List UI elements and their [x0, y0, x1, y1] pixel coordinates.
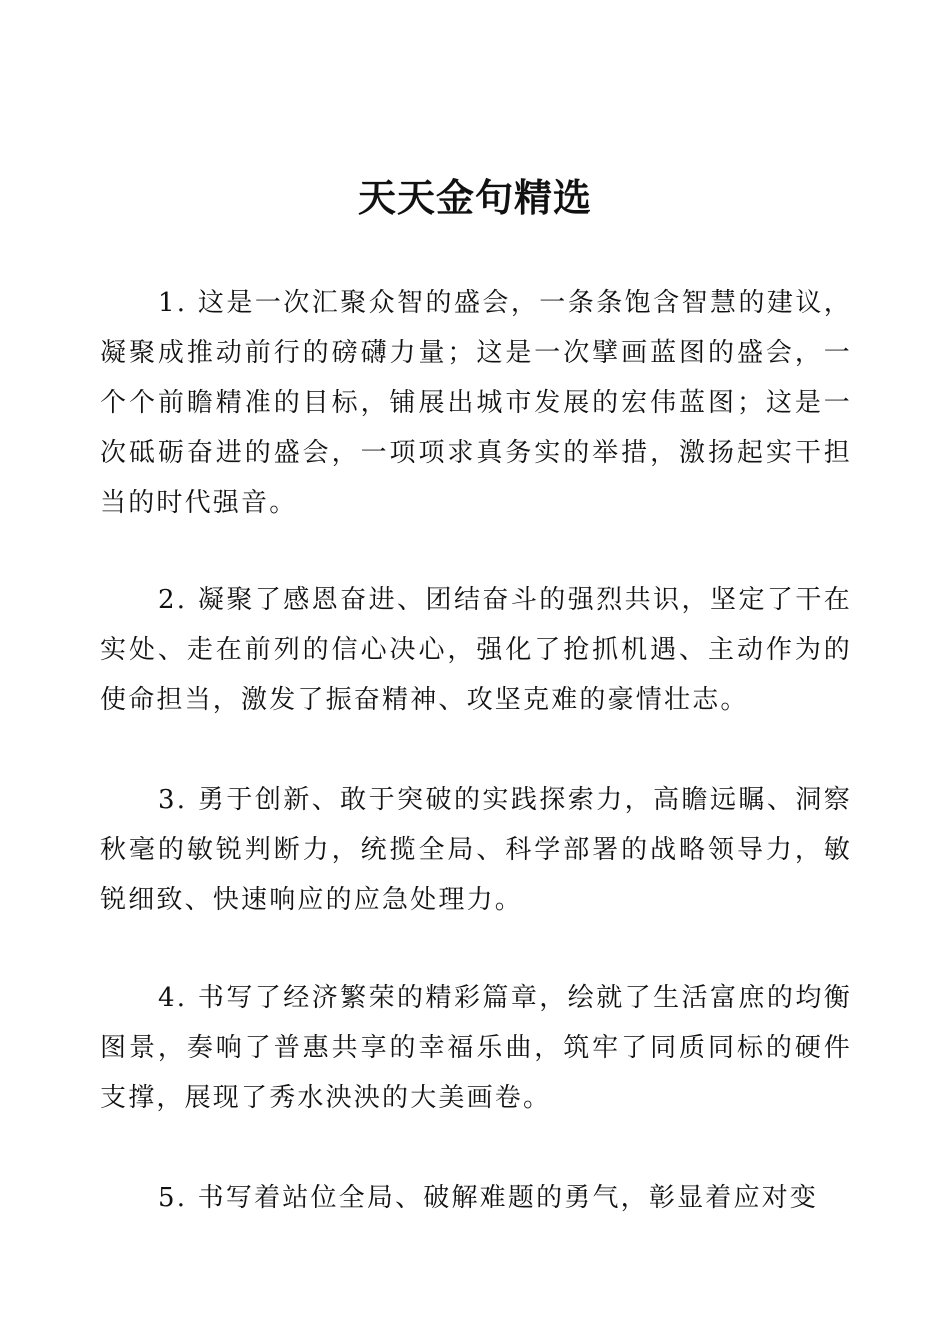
quote-paragraph-1: 1. 这是一次汇聚众智的盛会，一条条饱含智慧的建议，凝聚成推动前行的磅礴力量；这是一次擘画蓝图的盛会，一个个前瞻精准的目标，铺展出城市发展的宏伟蓝图；这是一次砥砺奋进的盛会，一项项求真务实的举措，激扬起实干担当的时代强音。 — [100, 288, 852, 518]
page-title: 天天金句精选 — [357, 175, 592, 220]
quote-paragraph-3: 3. 勇于创新、敢于突破的实践探索力，高瞻远瞩、洞察秋毫的敏锐判断力，统揽全局、科学部署的战略领导力，敏锐细致、快速响应的应急处理力。 — [100, 785, 852, 915]
quote-paragraph-4: 4. 书写了经济繁荣的精彩篇章，绘就了生活富庶的均衡图景，奏响了普惠共享的幸福乐曲，筑牢了同质同标的硬件支撑，展现了秀水泱泱的大美画卷。 — [100, 983, 852, 1113]
quote-paragraph-2: 2. 凝聚了感恩奋进、团结奋斗的强烈共识，坚定了干在实处、走在前列的信心决心，强化了抢抓机遇、主动作为的使命担当，激发了振奋精神、攻坚克难的豪情壮志。 — [100, 585, 852, 715]
quote-paragraph-5: 5. 书写着站位全局、破解难题的勇气，彰显着应对变 — [158, 1183, 819, 1213]
